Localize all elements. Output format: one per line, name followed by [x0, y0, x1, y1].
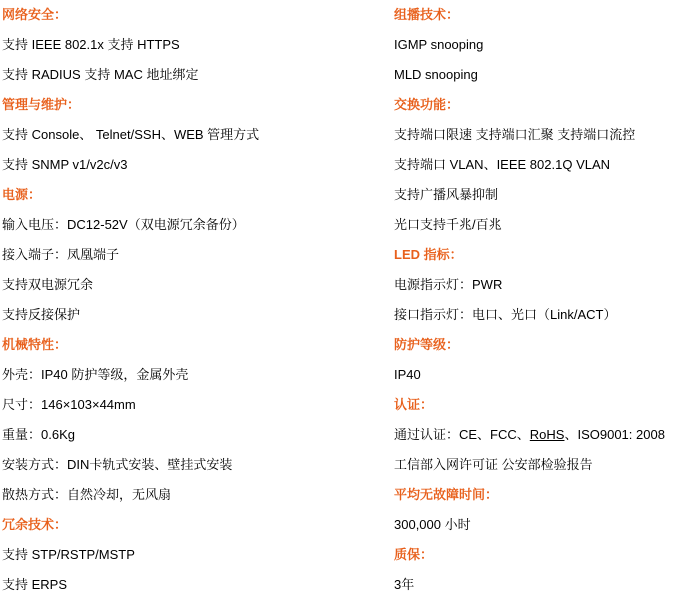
- section-heading: 电源：: [2, 187, 42, 202]
- spec-line: 外壳：IP40 防护等级，金属外壳: [2, 367, 189, 382]
- section-heading: 组播技术：: [394, 7, 460, 22]
- section-heading: 管理与维护：: [2, 97, 81, 112]
- spec-line: 支持双电源冗余: [2, 277, 94, 292]
- spec-line: 支持 Console、 Telnet/SSH、WEB 管理方式: [2, 127, 260, 142]
- spec-line: 散热方式：自然冷却，无风扇: [2, 487, 172, 502]
- section-certification: [394, 390, 685, 480]
- right-column: [392, 0, 685, 600]
- section-heading: LED 指标：: [394, 247, 463, 262]
- section-mechanical: [2, 330, 390, 510]
- spec-line: 输入电压：DC12-52V（双电源冗余备份）: [2, 217, 245, 232]
- section-redundancy: [2, 510, 390, 600]
- certification-text: 通过认证：CE、FCC、RoHS、ISO9001: 2008: [394, 427, 665, 442]
- section-heading: 冗余技术：: [2, 517, 68, 532]
- section-led: [394, 240, 685, 330]
- spec-line: 接入端子：凤凰端子: [2, 247, 120, 262]
- section-heading: 交换功能：: [394, 97, 460, 112]
- spec-line: 重量：0.6Kg: [2, 427, 75, 442]
- section-heading: 质保：: [394, 547, 434, 562]
- spec-line: MLD snooping: [394, 67, 478, 82]
- section-management: [2, 90, 390, 180]
- section-heading: 防护等级：: [394, 337, 460, 352]
- spec-line: 支持端口 VLAN、IEEE 802.1Q VLAN: [394, 157, 611, 172]
- spec-line: [394, 420, 685, 450]
- section-warranty: [394, 540, 685, 600]
- spec-line: 光口支持千兆/百兆: [394, 217, 502, 232]
- spec-line: 工信部入网许可证 公安部检验报告: [394, 457, 593, 472]
- section-heading: 机械特性：: [2, 337, 68, 352]
- spec-line: IGMP snooping: [394, 37, 484, 52]
- spec-line: 尺寸：146×103×44mm: [2, 397, 136, 412]
- spec-line: 支持 IEEE 802.1x 支持 HTTPS: [2, 37, 180, 52]
- spec-line: 电源指示灯：PWR: [394, 277, 503, 292]
- section-protection-grade: [394, 330, 685, 390]
- spec-line: 支持 ERPS: [2, 577, 68, 592]
- section-switching: [394, 90, 685, 240]
- spec-line: 安装方式：DIN卡轨式安装、壁挂式安装: [2, 457, 233, 472]
- spec-line: 支持广播风暴抑制: [394, 187, 499, 202]
- spec-line: 支持 SNMP v1/v2c/v3: [2, 157, 128, 172]
- spec-line: 支持 STP/RSTP/MSTP: [2, 547, 135, 562]
- section-heading: 认证：: [394, 397, 434, 412]
- section-multicast: [394, 0, 685, 90]
- spec-line: 支持端口限速 支持端口汇聚 支持端口流控: [394, 127, 636, 142]
- spec-line: 3年: [394, 577, 415, 592]
- spec-line: 接口指示灯：电口、光口（Link/ACT）: [394, 307, 617, 322]
- section-mtbf: [394, 480, 685, 540]
- spec-line: 支持反接保护: [2, 307, 81, 322]
- section-power: [2, 180, 390, 330]
- spec-line: 300,000 小时: [394, 517, 471, 532]
- section-heading: 网络安全：: [2, 7, 68, 22]
- spec-line: 支持 RADIUS 支持 MAC 地址绑定: [2, 67, 199, 82]
- spec-line: IP40: [394, 367, 421, 382]
- section-heading: 平均无故障时间：: [394, 487, 499, 502]
- section-network-security: [2, 0, 390, 90]
